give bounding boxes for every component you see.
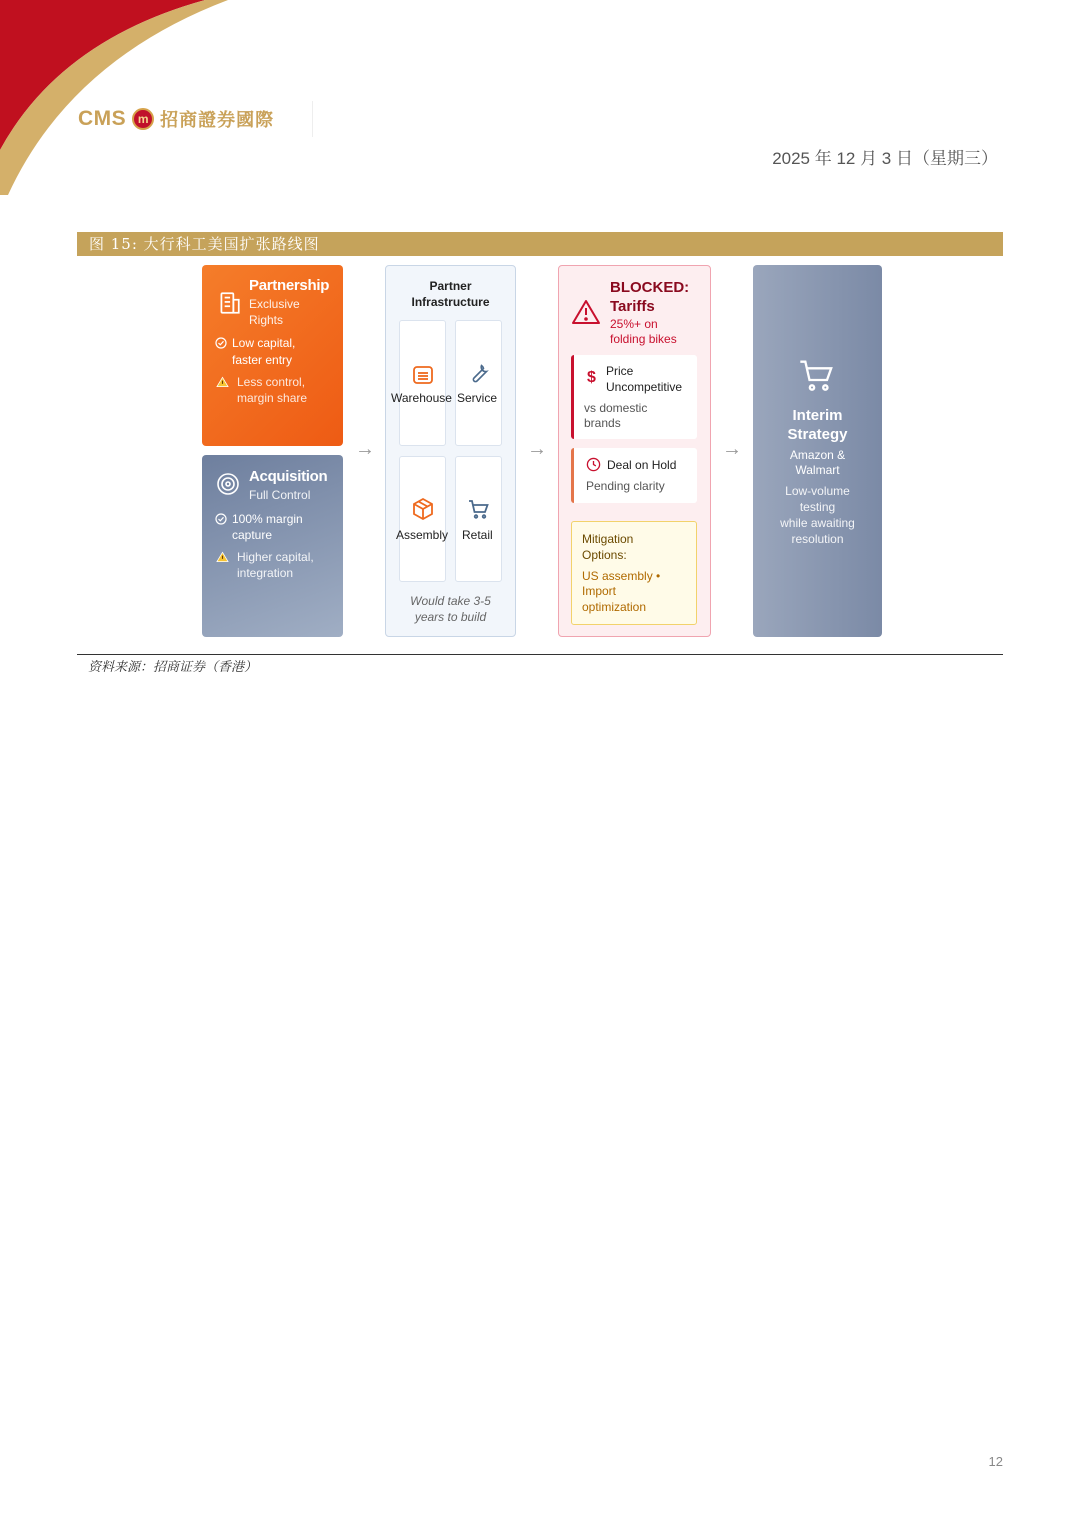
partnership-subtitle-1: Exclusive <box>249 297 300 311</box>
acquisition-subtitle: Full Control <box>249 488 311 502</box>
warning-icon <box>216 376 229 388</box>
infra-note-2: years to build <box>414 610 487 624</box>
interim-title-1: Interim <box>792 407 843 424</box>
price-uncompetitive-card <box>571 355 697 439</box>
interim-title-2: Strategy <box>787 426 848 443</box>
package-icon <box>411 497 435 521</box>
arrow-right-icon: → <box>527 438 547 460</box>
arrow-right-icon: → <box>722 438 742 460</box>
alert-triangle-icon <box>571 299 601 325</box>
mitigation-title-2: Options: <box>582 548 627 562</box>
acquisition-title: Acquisition <box>249 468 328 485</box>
partnership-pro-2: faster entry <box>232 353 293 367</box>
price-title-2: Uncompetitive <box>606 380 683 394</box>
interim-strategy-card <box>753 265 882 637</box>
price-detail-2: brands <box>584 416 621 430</box>
infra-title-1: Partner <box>429 279 472 293</box>
warning-icon <box>216 551 229 563</box>
interim-line-5: while awaiting <box>780 516 855 530</box>
infra-item-assembly <box>399 456 446 582</box>
interim-line-3: Low-volume <box>785 484 850 498</box>
deal-on-hold-card <box>571 448 697 503</box>
arrow-right-icon: → <box>355 438 375 460</box>
logo-mark-icon: m <box>132 108 154 130</box>
partnership-title: Partnership <box>249 277 330 294</box>
blocked-detail-2: folding bikes <box>610 332 677 346</box>
dollar-icon: $ <box>587 369 596 386</box>
interim-line-6: resolution <box>791 532 844 546</box>
report-date: 2025 年 12 月 3 日（星期三） <box>772 149 998 168</box>
partner-infrastructure-card <box>385 265 516 637</box>
interim-line-4: testing <box>799 500 836 514</box>
deal-detail: Pending clarity <box>586 479 665 493</box>
figure-caption: 图 15: 大行科工美国扩张路线图 <box>77 232 1003 256</box>
logo-chinese-text: 招商證券國際 <box>160 110 275 131</box>
infra-item-service <box>455 320 502 446</box>
price-title-1: Price <box>606 364 634 378</box>
corner-decoration <box>0 0 240 200</box>
blocked-title-2: Tariffs <box>610 298 655 315</box>
mitigation-line-3: optimization <box>582 600 647 614</box>
clock-icon <box>586 457 601 472</box>
blocked-detail-1: 25%+ on <box>610 317 658 331</box>
mitigation-line-1: US assembly • <box>582 569 661 583</box>
blocked-title-1: BLOCKED: <box>610 279 690 296</box>
partnership-pro-1: Low capital, <box>232 336 296 350</box>
infra-title-2: Infrastructure <box>411 295 490 309</box>
check-circle-icon <box>215 337 227 349</box>
blocked-tariffs-card <box>558 265 711 637</box>
wrench-icon <box>467 361 491 385</box>
interim-line-2: Walmart <box>795 463 840 477</box>
target-icon <box>216 472 240 496</box>
mitigation-title-1: Mitigation <box>582 532 634 546</box>
partnership-card <box>202 265 343 446</box>
infra-warehouse-label: Warehouse <box>391 391 452 405</box>
partnership-con-2: margin share <box>237 391 308 405</box>
check-circle-icon <box>215 513 227 525</box>
acquisition-con-1: Higher capital, <box>237 550 314 564</box>
warehouse-icon <box>411 363 435 387</box>
page-number: 12 <box>988 1454 1003 1469</box>
cart-icon <box>467 497 491 521</box>
infra-item-warehouse <box>399 320 446 446</box>
acquisition-card <box>202 455 343 637</box>
logo-cms-text: CMS <box>78 107 127 130</box>
infra-item-retail <box>455 456 502 582</box>
partnership-con-1: Less control, <box>237 375 306 389</box>
building-icon <box>216 290 242 316</box>
acquisition-pro-2: capture <box>232 528 273 542</box>
figure-divider <box>77 654 1003 655</box>
infra-retail-label: Retail <box>462 528 493 542</box>
mitigation-options-card <box>571 521 697 625</box>
company-logo <box>78 101 313 137</box>
partnership-subtitle-2: Rights <box>249 313 284 327</box>
acquisition-pro-1: 100% margin <box>232 512 303 526</box>
price-detail-1: vs domestic <box>584 401 648 415</box>
infra-note-1: Would take 3-5 <box>410 594 491 608</box>
infra-service-label: Service <box>457 391 498 405</box>
mitigation-line-2: Import <box>582 584 617 598</box>
shopping-cart-icon <box>796 355 838 395</box>
deal-title: Deal on Hold <box>607 458 677 472</box>
acquisition-con-2: integration <box>237 566 294 580</box>
interim-line-1: Amazon & <box>789 448 846 462</box>
infra-assembly-label: Assembly <box>396 528 449 542</box>
figure-source: 资料来源：招商证券（香港） <box>88 660 258 675</box>
